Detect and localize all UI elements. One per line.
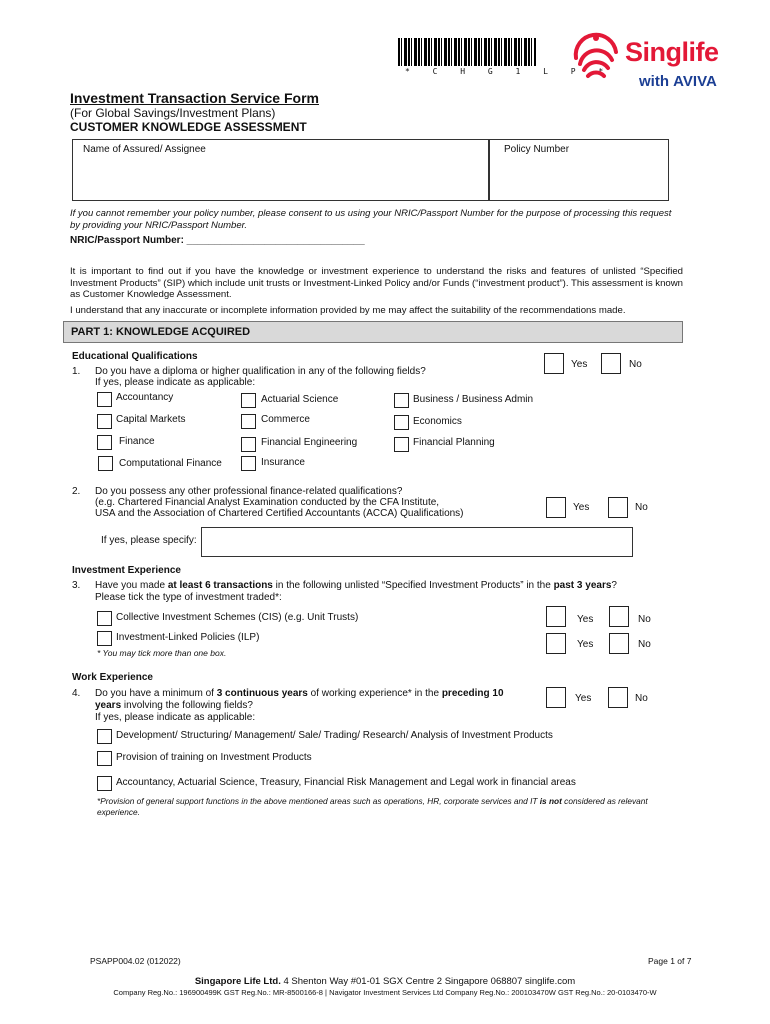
q3-text-b: at least 6 transactions (167, 580, 273, 591)
barcode (398, 38, 536, 66)
q4-text-c: of working experience* in the (307, 688, 442, 699)
footer-address: 4 Shenton Way #01-01 SGX Centre 2 Singapore 068807 singlife.com (280, 976, 576, 987)
accountancy-label: Accountancy (116, 392, 174, 403)
part1-title: PART 1: KNOWLEDGE ACQUIRED (71, 326, 251, 338)
part1-header (63, 321, 683, 343)
work-heading: Work Experience (72, 672, 153, 683)
work-investment-label: Development/ Structuring/ Management/ Sale/ Trading/ Research/ Analysis of Investment Products (116, 730, 553, 741)
work-investment-checkbox[interactable] (97, 729, 112, 744)
q2-yes-checkbox[interactable] (546, 497, 566, 518)
q4-yes-label: Yes (575, 693, 592, 704)
form-code: PSAPP004.02 (012022) (90, 956, 181, 966)
assured-name-field[interactable] (72, 139, 489, 201)
logo-aviva-text: AVIVA (673, 73, 717, 90)
financial-planning-label: Financial Planning (413, 437, 495, 448)
work-accountancy-label: Accountancy, Actuarial Science, Treasury, Financial Risk Management and Legal work in financial areas (116, 777, 576, 788)
q1-yes-checkbox[interactable] (544, 353, 564, 374)
assured-name-label: Name of Assured/ Assignee (83, 144, 206, 155)
provision-note (97, 796, 682, 817)
capital-markets-label: Capital Markets (116, 414, 186, 425)
financial-engineering-checkbox[interactable] (241, 437, 256, 452)
ilp-no-label: No (638, 639, 651, 650)
ilp-no-checkbox[interactable] (609, 633, 629, 654)
insurance-label: Insurance (261, 457, 305, 468)
provision-note-b: is not (539, 796, 562, 806)
ilp-checkbox[interactable] (97, 631, 112, 646)
q3-text-c: in the following unlisted “Specified Investment Products” in the (272, 580, 554, 591)
logo-wordmark: Singlife (625, 37, 719, 67)
intro-paragraph: It is important to find out if you have the knowledge or investment experience to understand the risks and features of unlisted “Specified Investment Products” (SIP) which include unit trusts or Investment-Linked Policy and/or Funds (“investment product”). This assessment is known as Customer Knowledge Assessment. (70, 266, 684, 300)
computational-finance-label: Computational Finance (119, 458, 222, 469)
policy-number-label: Policy Number (504, 144, 570, 155)
actuarial-label: Actuarial Science (261, 394, 339, 405)
finance-checkbox[interactable] (97, 435, 112, 450)
cis-no-checkbox[interactable] (609, 606, 629, 627)
ilp-label: Investment-Linked Policies (ILP) (116, 632, 260, 643)
q2-text: Do you possess any other professional finance-related qualifications? (95, 486, 403, 497)
policy-consent-note: If you cannot remember your policy number, please consent to us using your NRIC/Passport Number for the purpose of processing this request by providing your NRIC/Passport Number. (70, 208, 672, 231)
work-accountancy-checkbox[interactable] (97, 776, 112, 791)
cis-checkbox[interactable] (97, 611, 112, 626)
footer-address-line (0, 976, 770, 987)
economics-checkbox[interactable] (394, 415, 409, 430)
cis-label: Collective Investment Schemes (CIS) (e.g. Unit Trusts) (116, 612, 359, 623)
footer-company: Singapore Life Ltd. (194, 976, 281, 987)
logo-with-aviva (639, 73, 717, 90)
q1-number: 1. (72, 366, 81, 377)
work-training-checkbox[interactable] (97, 751, 112, 766)
business-label: Business / Business Admin (413, 394, 534, 405)
q2-no-checkbox[interactable] (608, 497, 628, 518)
q4-text-f: involving the following fields? (121, 700, 253, 711)
commerce-label: Commerce (261, 414, 310, 425)
form-title: Investment Transaction Service Form (70, 90, 319, 106)
cis-yes-label: Yes (577, 614, 594, 625)
q3-text-a: Have you made (95, 580, 168, 591)
financial-planning-checkbox[interactable] (394, 437, 409, 452)
insurance-checkbox[interactable] (241, 456, 256, 471)
capital-markets-checkbox[interactable] (97, 414, 112, 429)
q3-sub: Please tick the type of investment traded*: (95, 592, 282, 603)
commerce-checkbox[interactable] (241, 414, 256, 429)
tick-note: * You may tick more than one box. (97, 648, 227, 658)
investment-heading: Investment Experience (72, 565, 181, 576)
accountancy-checkbox[interactable] (97, 392, 112, 407)
business-checkbox[interactable] (394, 393, 409, 408)
specify-label: If yes, please specify: (101, 535, 197, 546)
section-title: CUSTOMER KNOWLEDGE ASSESSMENT (70, 120, 307, 134)
q1-yes-label: Yes (571, 359, 588, 370)
q4-number: 4. (72, 688, 81, 699)
understand-paragraph: I understand that any inaccurate or incomplete information provided by me may affect the suitability of the recommendations made. (70, 305, 626, 316)
financial-engineering-label: Financial Engineering (261, 437, 358, 448)
q4-no-label: No (635, 693, 648, 704)
q2-yes-label: Yes (573, 502, 590, 513)
provision-note-c: considered as relevant experience. (97, 796, 648, 817)
q4-text-e: years (95, 700, 122, 711)
edu-heading: Educational Qualifications (72, 351, 198, 362)
cis-no-label: No (638, 614, 651, 625)
q4-text (95, 688, 504, 699)
finance-label: Finance (119, 436, 155, 447)
q4-text-line2 (95, 700, 253, 711)
economics-label: Economics (413, 416, 462, 427)
q4-text-d: preceding 10 (441, 688, 504, 699)
cis-yes-checkbox[interactable] (546, 606, 566, 627)
q2-number: 2. (72, 486, 81, 497)
q4-yes-checkbox[interactable] (546, 687, 566, 708)
q4-text-a: Do you have a minimum of (95, 688, 217, 699)
q3-number: 3. (72, 580, 81, 591)
provision-note-a: *Provision of general support functions in the above mentioned areas such as operations, HR, corporate services and IT (97, 796, 540, 806)
barcode-text: * C H G 1 L P * (405, 67, 613, 76)
q2-no-label: No (635, 502, 648, 513)
logo-with-text: with (639, 73, 669, 90)
q4-text-b: 3 continuous years (216, 688, 308, 699)
q1-text: Do you have a diploma or higher qualification in any of the following fields? (95, 366, 426, 377)
q2-line3: USA and the Association of Chartered Certified Accountants (ACCA) Qualifications) (95, 508, 464, 519)
nric-label: NRIC/Passport Number: ________________________________ (70, 235, 365, 246)
computational-finance-checkbox[interactable] (98, 456, 113, 471)
ilp-yes-checkbox[interactable] (546, 633, 566, 654)
q2-line2: (e.g. Chartered Financial Analyst Examination conducted by the CFA Institute, (95, 497, 440, 508)
footer-registration: Company Reg.No.: 196900499K GST Reg.No.: MR-8500166-8 | Navigator Investment Services Ltd Company Reg.No.: 200103470W GST Reg.No.: 20-0103470-W (113, 988, 657, 997)
q4-no-checkbox[interactable] (608, 687, 628, 708)
q1-no-checkbox[interactable] (601, 353, 621, 374)
q3-text-e: ? (611, 580, 617, 591)
specify-input[interactable] (201, 527, 633, 557)
q1-sub: If yes, please indicate as applicable: (95, 377, 256, 388)
page-number: Page 1 of 7 (648, 956, 692, 966)
singlife-logo-icon (566, 28, 626, 88)
actuarial-checkbox[interactable] (241, 393, 256, 408)
form-subtitle: (For Global Savings/Investment Plans) (70, 106, 276, 120)
ilp-yes-label: Yes (577, 639, 594, 650)
q1-no-label: No (629, 359, 642, 370)
q3-text-d: past 3 years (553, 580, 612, 591)
q4-sub: If yes, please indicate as applicable: (95, 712, 256, 723)
policy-number-field[interactable] (489, 139, 669, 201)
work-training-label: Provision of training on Investment Products (116, 752, 312, 763)
q3-text (95, 580, 617, 591)
